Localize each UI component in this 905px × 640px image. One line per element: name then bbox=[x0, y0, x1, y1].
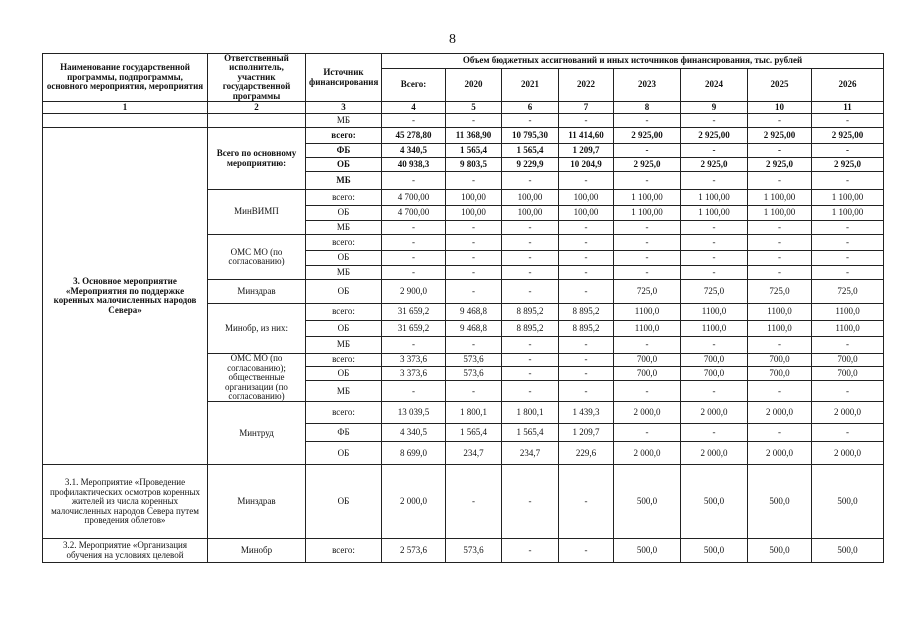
source-cell: всего: bbox=[306, 354, 382, 367]
value-cell: 2 925,00 bbox=[614, 128, 681, 144]
value-cell: 573,6 bbox=[446, 539, 502, 563]
value-cell: 1 209,7 bbox=[559, 424, 614, 442]
value-cell: - bbox=[812, 266, 884, 280]
source-cell: ОБ bbox=[306, 158, 382, 172]
value-cell: 8 895,2 bbox=[559, 304, 614, 321]
value-cell: 700,0 bbox=[614, 354, 681, 367]
value-cell: 4 700,00 bbox=[382, 190, 446, 206]
value-cell: - bbox=[614, 172, 681, 190]
value-cell: - bbox=[748, 114, 812, 128]
value-cell: 40 938,3 bbox=[382, 158, 446, 172]
value-cell: - bbox=[559, 354, 614, 367]
value-cell: - bbox=[382, 251, 446, 266]
value-cell: 1 800,1 bbox=[446, 402, 502, 424]
value-cell: - bbox=[681, 251, 748, 266]
header-year: 2022 bbox=[559, 69, 614, 102]
header-executor: Ответственный исполнитель, участник государственной программы bbox=[208, 54, 306, 102]
value-cell: 234,7 bbox=[502, 442, 559, 465]
value-cell: - bbox=[559, 266, 614, 280]
value-cell: - bbox=[748, 424, 812, 442]
column-number: 9 bbox=[681, 102, 748, 114]
value-cell: - bbox=[614, 114, 681, 128]
value-cell: 1100,0 bbox=[748, 304, 812, 321]
value-cell: 31 659,2 bbox=[382, 321, 446, 337]
value-cell: 2 000,0 bbox=[681, 442, 748, 465]
header-year: 2024 bbox=[681, 69, 748, 102]
value-cell: - bbox=[559, 114, 614, 128]
value-cell: 4 340,5 bbox=[382, 144, 446, 158]
value-cell: 45 278,80 bbox=[382, 128, 446, 144]
value-cell: - bbox=[614, 221, 681, 235]
value-cell: 1100,0 bbox=[748, 321, 812, 337]
executor-cell: ОМС МО (по согласованию) bbox=[208, 235, 306, 280]
executor-cell: Минздрав bbox=[208, 280, 306, 304]
value-cell: 1 209,7 bbox=[559, 144, 614, 158]
value-cell: 725,0 bbox=[681, 280, 748, 304]
value-cell: - bbox=[502, 235, 559, 251]
source-cell: ОБ bbox=[306, 251, 382, 266]
value-cell: 1100,0 bbox=[681, 304, 748, 321]
value-cell: 100,00 bbox=[446, 190, 502, 206]
value-cell: 2 925,0 bbox=[748, 158, 812, 172]
value-cell: 8 895,2 bbox=[559, 321, 614, 337]
value-cell: - bbox=[502, 367, 559, 381]
value-cell: - bbox=[614, 424, 681, 442]
table-body bbox=[43, 114, 884, 563]
value-cell: - bbox=[812, 114, 884, 128]
source-cell: ОБ bbox=[306, 442, 382, 465]
value-cell: - bbox=[559, 337, 614, 354]
value-cell: 2 000,0 bbox=[748, 442, 812, 465]
value-cell: 9 803,5 bbox=[446, 158, 502, 172]
value-cell: 1 565,4 bbox=[502, 144, 559, 158]
value-cell: - bbox=[502, 221, 559, 235]
value-cell: - bbox=[502, 381, 559, 402]
value-cell: 725,0 bbox=[614, 280, 681, 304]
value-cell: 1 100,00 bbox=[748, 190, 812, 206]
value-cell: - bbox=[614, 337, 681, 354]
source-cell: всего: bbox=[306, 190, 382, 206]
value-cell: 100,00 bbox=[559, 206, 614, 221]
column-number: 4 bbox=[382, 102, 446, 114]
measure-3-title: 3. Основное мероприятие «Мероприятия по поддержке коренных малочисленных народов Севера» bbox=[43, 128, 208, 465]
value-cell: 234,7 bbox=[446, 442, 502, 465]
value-cell: 725,0 bbox=[812, 280, 884, 304]
value-cell: 2 000,0 bbox=[614, 442, 681, 465]
value-cell: - bbox=[502, 114, 559, 128]
value-cell: - bbox=[681, 172, 748, 190]
value-cell: - bbox=[681, 266, 748, 280]
value-cell: 11 414,60 bbox=[559, 128, 614, 144]
table-row bbox=[43, 128, 884, 144]
value-cell: 2 000,0 bbox=[382, 465, 446, 539]
measure-3-2-title: 3.2. Мероприятие «Организация обучения на условиях целевой bbox=[43, 539, 208, 563]
value-cell: 100,00 bbox=[559, 190, 614, 206]
value-cell: - bbox=[559, 172, 614, 190]
budget-table bbox=[42, 53, 884, 563]
value-cell: 2 925,00 bbox=[812, 128, 884, 144]
value-cell: 573,6 bbox=[446, 354, 502, 367]
value-cell: - bbox=[502, 172, 559, 190]
executor-cell: МинВИМП bbox=[208, 190, 306, 235]
source-cell: всего: bbox=[306, 539, 382, 563]
value-cell: - bbox=[382, 172, 446, 190]
value-cell: - bbox=[748, 251, 812, 266]
value-cell: 500,0 bbox=[681, 539, 748, 563]
value-cell: - bbox=[681, 424, 748, 442]
value-cell: 573,6 bbox=[446, 367, 502, 381]
table-row bbox=[43, 114, 884, 128]
header-year: Всего: bbox=[382, 69, 446, 102]
value-cell: 2 925,0 bbox=[681, 158, 748, 172]
value-cell: 500,0 bbox=[812, 465, 884, 539]
value-cell: 700,0 bbox=[614, 367, 681, 381]
value-cell: 4 700,00 bbox=[382, 206, 446, 221]
source-cell: ОБ bbox=[306, 465, 382, 539]
value-cell: - bbox=[748, 381, 812, 402]
value-cell: 2 000,0 bbox=[748, 402, 812, 424]
value-cell: - bbox=[812, 235, 884, 251]
column-number: 10 bbox=[748, 102, 812, 114]
header-year: 2021 bbox=[502, 69, 559, 102]
header-funding-title: Объем бюджетных ассигнований и иных источников финансирования, тыс. рублей bbox=[382, 54, 884, 69]
value-cell: - bbox=[681, 381, 748, 402]
value-cell: 1100,0 bbox=[812, 304, 884, 321]
value-cell: - bbox=[748, 221, 812, 235]
value-cell: - bbox=[559, 465, 614, 539]
executor-cell: Минздрав bbox=[208, 465, 306, 539]
value-cell: 4 340,5 bbox=[382, 424, 446, 442]
value-cell: - bbox=[559, 280, 614, 304]
executor-cell: Минтруд bbox=[208, 402, 306, 465]
value-cell: 1 100,00 bbox=[614, 190, 681, 206]
value-cell: 700,0 bbox=[681, 367, 748, 381]
value-cell: - bbox=[559, 221, 614, 235]
column-number: 8 bbox=[614, 102, 681, 114]
value-cell: - bbox=[748, 266, 812, 280]
value-cell: - bbox=[446, 235, 502, 251]
value-cell: - bbox=[812, 337, 884, 354]
value-cell: - bbox=[681, 337, 748, 354]
value-cell: 1 565,4 bbox=[446, 144, 502, 158]
value-cell: 8 699,0 bbox=[382, 442, 446, 465]
value-cell: - bbox=[559, 381, 614, 402]
header-year: 2026 bbox=[812, 69, 884, 102]
value-cell: 100,00 bbox=[502, 190, 559, 206]
value-cell: 1 100,00 bbox=[812, 206, 884, 221]
value-cell: 1 565,4 bbox=[446, 424, 502, 442]
value-cell: 1 565,4 bbox=[502, 424, 559, 442]
value-cell: 700,0 bbox=[812, 354, 884, 367]
source-cell: всего: bbox=[306, 128, 382, 144]
column-number: 3 bbox=[306, 102, 382, 114]
value-cell: - bbox=[681, 221, 748, 235]
executor-cell bbox=[208, 114, 306, 128]
source-cell: МБ bbox=[306, 221, 382, 235]
value-cell: - bbox=[446, 114, 502, 128]
value-cell: - bbox=[812, 381, 884, 402]
source-cell: МБ bbox=[306, 381, 382, 402]
value-cell: - bbox=[748, 337, 812, 354]
header-source: Источник финансирования bbox=[306, 54, 382, 102]
source-cell: МБ bbox=[306, 114, 382, 128]
value-cell: - bbox=[559, 251, 614, 266]
value-cell: 1 100,00 bbox=[614, 206, 681, 221]
value-cell: 31 659,2 bbox=[382, 304, 446, 321]
value-cell: 13 039,5 bbox=[382, 402, 446, 424]
executor-cell: ОМС МО (по согласованию); общественные организации (по согласованию) bbox=[208, 354, 306, 402]
value-cell: - bbox=[681, 144, 748, 158]
value-cell: 2 925,0 bbox=[614, 158, 681, 172]
value-cell: - bbox=[614, 381, 681, 402]
value-cell: 11 368,90 bbox=[446, 128, 502, 144]
column-number: 11 bbox=[812, 102, 884, 114]
measure-3-1-title: 3.1. Мероприятие «Проведение профилактических осмотров коренных жителей из числа коренных малочисленных народов Севера путем проведения облетов» bbox=[43, 465, 208, 539]
executor-cell: Минобр bbox=[208, 539, 306, 563]
value-cell: 500,0 bbox=[614, 465, 681, 539]
source-cell: всего: bbox=[306, 235, 382, 251]
value-cell: - bbox=[681, 114, 748, 128]
value-cell: 1 100,00 bbox=[681, 206, 748, 221]
value-cell: - bbox=[382, 381, 446, 402]
value-cell: - bbox=[502, 251, 559, 266]
value-cell: 500,0 bbox=[614, 539, 681, 563]
value-cell: 1 100,00 bbox=[681, 190, 748, 206]
column-number: 1 bbox=[43, 102, 208, 114]
table-row bbox=[43, 539, 884, 563]
value-cell: 500,0 bbox=[681, 465, 748, 539]
value-cell: 500,0 bbox=[748, 465, 812, 539]
value-cell: 2 000,0 bbox=[614, 402, 681, 424]
value-cell: - bbox=[382, 221, 446, 235]
measure-3-empty-cell bbox=[43, 114, 208, 128]
value-cell: - bbox=[382, 266, 446, 280]
value-cell: - bbox=[446, 172, 502, 190]
value-cell: - bbox=[681, 235, 748, 251]
value-cell: 500,0 bbox=[812, 539, 884, 563]
value-cell: - bbox=[614, 144, 681, 158]
column-number: 6 bbox=[502, 102, 559, 114]
value-cell: 10 204,9 bbox=[559, 158, 614, 172]
value-cell: 2 000,0 bbox=[812, 402, 884, 424]
source-cell: МБ bbox=[306, 337, 382, 354]
value-cell: - bbox=[446, 280, 502, 304]
value-cell: - bbox=[614, 235, 681, 251]
value-cell: 229,6 bbox=[559, 442, 614, 465]
column-number: 5 bbox=[446, 102, 502, 114]
value-cell: - bbox=[559, 539, 614, 563]
value-cell: 1100,0 bbox=[614, 304, 681, 321]
value-cell: 8 895,2 bbox=[502, 321, 559, 337]
source-cell: ОБ bbox=[306, 206, 382, 221]
value-cell: - bbox=[812, 251, 884, 266]
value-cell: 700,0 bbox=[748, 367, 812, 381]
value-cell: 2 900,0 bbox=[382, 280, 446, 304]
value-cell: - bbox=[446, 266, 502, 280]
source-cell: ОБ bbox=[306, 321, 382, 337]
value-cell: - bbox=[382, 114, 446, 128]
source-cell: МБ bbox=[306, 266, 382, 280]
value-cell: - bbox=[446, 465, 502, 539]
value-cell: - bbox=[812, 221, 884, 235]
value-cell: 700,0 bbox=[681, 354, 748, 367]
source-cell: ОБ bbox=[306, 280, 382, 304]
value-cell: 2 000,0 bbox=[681, 402, 748, 424]
header-year: 2020 bbox=[446, 69, 502, 102]
value-cell: - bbox=[446, 381, 502, 402]
value-cell: - bbox=[446, 221, 502, 235]
value-cell: - bbox=[382, 337, 446, 354]
value-cell: 1 100,00 bbox=[748, 206, 812, 221]
value-cell: 1 100,00 bbox=[812, 190, 884, 206]
source-cell: ФБ bbox=[306, 424, 382, 442]
value-cell: 2 925,00 bbox=[748, 128, 812, 144]
value-cell: - bbox=[812, 144, 884, 158]
header-year: 2023 bbox=[614, 69, 681, 102]
value-cell: - bbox=[748, 172, 812, 190]
value-cell: 9 229,9 bbox=[502, 158, 559, 172]
table-row bbox=[43, 465, 884, 539]
value-cell: 700,0 bbox=[812, 367, 884, 381]
source-cell: ФБ bbox=[306, 144, 382, 158]
value-cell: 725,0 bbox=[748, 280, 812, 304]
value-cell: - bbox=[502, 266, 559, 280]
value-cell: 9 468,8 bbox=[446, 321, 502, 337]
source-cell: всего: bbox=[306, 402, 382, 424]
value-cell: 1 800,1 bbox=[502, 402, 559, 424]
value-cell: 1100,0 bbox=[614, 321, 681, 337]
value-cell: 1100,0 bbox=[681, 321, 748, 337]
source-cell: МБ bbox=[306, 172, 382, 190]
value-cell: 3 373,6 bbox=[382, 354, 446, 367]
value-cell: - bbox=[812, 172, 884, 190]
value-cell: 100,00 bbox=[502, 206, 559, 221]
value-cell: 2 925,00 bbox=[681, 128, 748, 144]
value-cell: 2 000,0 bbox=[812, 442, 884, 465]
value-cell: - bbox=[748, 144, 812, 158]
source-cell: всего: bbox=[306, 304, 382, 321]
value-cell: 2 573,6 bbox=[382, 539, 446, 563]
column-number: 7 bbox=[559, 102, 614, 114]
value-cell: - bbox=[446, 337, 502, 354]
value-cell: - bbox=[502, 337, 559, 354]
value-cell: - bbox=[446, 251, 502, 266]
value-cell: 700,0 bbox=[748, 354, 812, 367]
value-cell: 1100,0 bbox=[812, 321, 884, 337]
value-cell: - bbox=[614, 251, 681, 266]
value-cell: - bbox=[614, 266, 681, 280]
value-cell: - bbox=[502, 354, 559, 367]
page-number: 8 bbox=[449, 32, 456, 47]
value-cell: 10 795,30 bbox=[502, 128, 559, 144]
value-cell: 3 373,6 bbox=[382, 367, 446, 381]
header-program-name: Наименование государственной программы, подпрограммы, основного мероприятия, мероприятия bbox=[43, 54, 208, 102]
column-number: 2 bbox=[208, 102, 306, 114]
value-cell: 1 439,3 bbox=[559, 402, 614, 424]
header-year: 2025 bbox=[748, 69, 812, 102]
value-cell: - bbox=[502, 465, 559, 539]
value-cell: 100,00 bbox=[446, 206, 502, 221]
value-cell: - bbox=[502, 539, 559, 563]
source-cell: ОБ bbox=[306, 367, 382, 381]
value-cell: 8 895,2 bbox=[502, 304, 559, 321]
executor-cell: Всего по основному мероприятию: bbox=[208, 128, 306, 190]
value-cell: - bbox=[559, 235, 614, 251]
value-cell: - bbox=[382, 235, 446, 251]
value-cell: 500,0 bbox=[748, 539, 812, 563]
executor-cell: Минобр, из них: bbox=[208, 304, 306, 354]
value-cell: 9 468,8 bbox=[446, 304, 502, 321]
value-cell: - bbox=[559, 367, 614, 381]
value-cell: - bbox=[748, 235, 812, 251]
value-cell: 2 925,0 bbox=[812, 158, 884, 172]
value-cell: - bbox=[812, 424, 884, 442]
value-cell: - bbox=[502, 280, 559, 304]
